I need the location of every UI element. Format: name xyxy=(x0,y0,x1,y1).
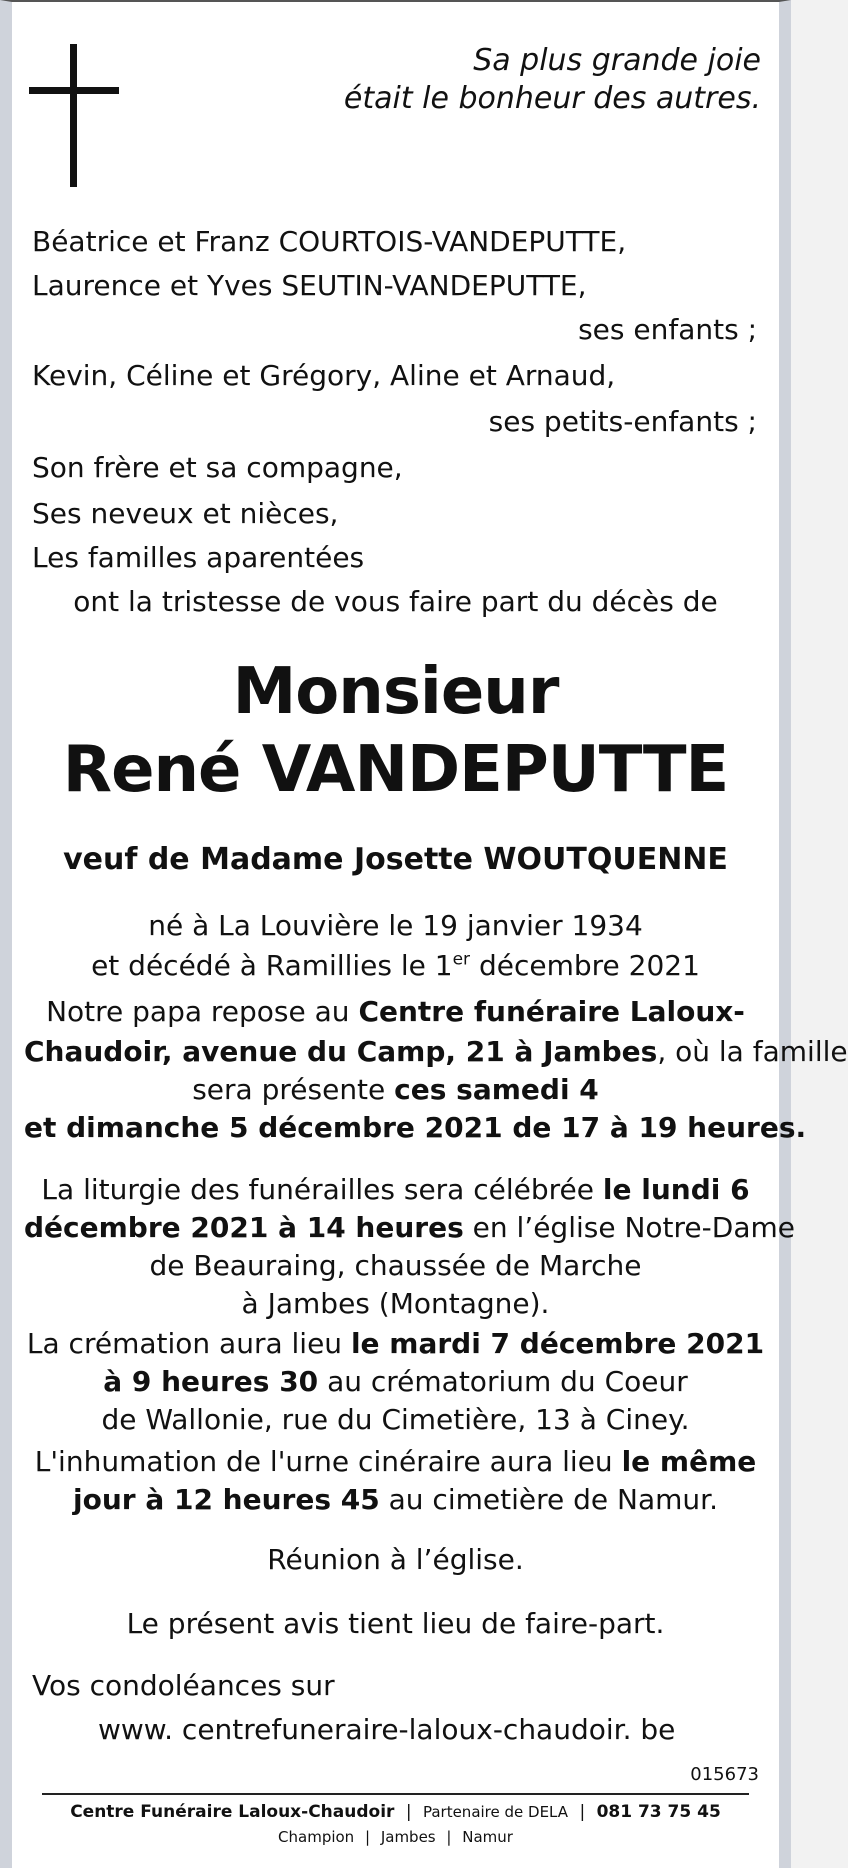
company-name: Centre Funéraire Laloux-Chaudoir xyxy=(70,1802,395,1822)
family-line: Laurence et Yves SEUTIN-VANDEPUTTE, xyxy=(32,269,587,302)
cremation-text: au crématorium du Coeur xyxy=(318,1365,688,1398)
repose-text: sera présente xyxy=(192,1073,395,1106)
footer-divider xyxy=(42,1793,749,1795)
quote-line: Sa plus grande joie xyxy=(473,43,761,78)
visit-date: ces samedi 4 xyxy=(394,1073,599,1106)
condolences-label: Vos condoléances sur xyxy=(32,1669,335,1702)
deceased-title: Monsieur xyxy=(232,655,559,729)
repose-address: Chaudoir, avenue du Camp, 21 à Jambes xyxy=(24,1035,658,1068)
death-text: et décédé à Ramillies le 1 xyxy=(91,949,453,982)
inhumation-text: au cimetière de Namur. xyxy=(379,1483,718,1516)
family-line: Ses neveux et nièces, xyxy=(32,497,339,530)
death-line xyxy=(24,946,767,986)
quote-line: était le bonheur des autres. xyxy=(343,81,761,116)
repose-line xyxy=(24,1108,807,1148)
inhumation-text: L'inhumation de l'urne cinéraire aura lieu xyxy=(34,1445,622,1478)
quote xyxy=(344,42,761,118)
location: Namur xyxy=(462,1828,513,1846)
cross-icon xyxy=(70,44,77,187)
liturgy-date: le lundi 6 xyxy=(602,1173,750,1206)
repose-line xyxy=(24,1070,767,1110)
repose-text: , où la famille xyxy=(657,1035,848,1068)
cremation-line xyxy=(24,1362,767,1402)
visit-hours: et dimanche 5 décembre 2021 de 17 à 19 heures. xyxy=(24,1111,807,1144)
family-role: ses petits-enfants ; xyxy=(488,405,757,438)
location: Jambes xyxy=(380,1828,436,1846)
repose-line xyxy=(24,992,767,1032)
liturgy-line: à Jambes (Montagne). xyxy=(241,1287,550,1320)
birth-line xyxy=(24,906,767,946)
separator: | xyxy=(364,1828,371,1846)
family-line: Son frère et sa compagne, xyxy=(32,451,403,484)
deceased-name: René VANDEPUTTE xyxy=(62,733,729,807)
liturgy-line xyxy=(24,1170,767,1210)
cremation-line: de Wallonie, rue du Cimetière, 13 à Ciney. xyxy=(101,1403,690,1436)
location: Champion xyxy=(278,1828,355,1846)
liturgy-text: La liturgie des funérailles sera célébrée xyxy=(41,1173,603,1206)
birth-text: né à La Louvière le 19 janvier 1934 xyxy=(148,909,643,942)
cremation-line xyxy=(24,1324,767,1364)
liturgy-text: en l’église Notre-Dame xyxy=(463,1211,795,1244)
inhumation-line xyxy=(24,1480,767,1520)
family-role: ses enfants ; xyxy=(578,313,757,346)
widow-of: veuf de Madame Josette WOUTQUENNE xyxy=(63,842,728,877)
family-line: Les familles aparentées xyxy=(32,541,365,574)
liturgy-time: décembre 2021 à 14 heures xyxy=(24,1211,464,1244)
announcement-intro: ont la tristesse de vous faire part du décès de xyxy=(73,585,718,618)
repose-place: Centre funéraire Laloux- xyxy=(358,995,745,1028)
family-line: Béatrice et Franz COURTOIS-VANDEPUTTE, xyxy=(32,225,627,258)
repose-line xyxy=(24,1032,848,1072)
death-date: décembre 2021 xyxy=(470,949,700,982)
reference-number: 015673 xyxy=(690,1764,759,1785)
separator: | xyxy=(579,1802,586,1822)
partner-text: Partenaire de DELA xyxy=(422,1803,569,1821)
repose-text: Notre papa repose au xyxy=(46,995,359,1028)
company-phone[interactable]: 081 73 75 45 xyxy=(596,1802,721,1822)
reunion-note: Réunion à l’église. xyxy=(267,1543,524,1576)
cremation-time: à 9 heures 30 xyxy=(103,1365,319,1398)
ordinal-suffix: er xyxy=(452,949,471,970)
inhumation-time: jour à 12 heures 45 xyxy=(73,1483,380,1516)
notice-note: Le présent avis tient lieu de faire-part. xyxy=(126,1607,665,1640)
separator: | xyxy=(446,1828,452,1846)
inhumation-line xyxy=(24,1442,767,1482)
liturgy-line: de Beauraing, chaussée de Marche xyxy=(149,1249,642,1282)
condolences-link[interactable]: www. centrefuneraire-laloux-chaudoir. be xyxy=(98,1713,676,1746)
inhumation-date: le même xyxy=(621,1445,757,1478)
cross-icon-bar xyxy=(29,87,119,94)
family-line: Kevin, Céline et Grégory, Aline et Arnaud, xyxy=(32,359,616,392)
cremation-date: le mardi 7 décembre 2021 xyxy=(350,1327,765,1360)
footer-locations xyxy=(24,1828,767,1846)
liturgy-line xyxy=(24,1208,795,1248)
footer-company-line xyxy=(24,1802,767,1822)
separator: | xyxy=(405,1802,412,1822)
cremation-text: La crémation aura lieu xyxy=(26,1327,351,1360)
